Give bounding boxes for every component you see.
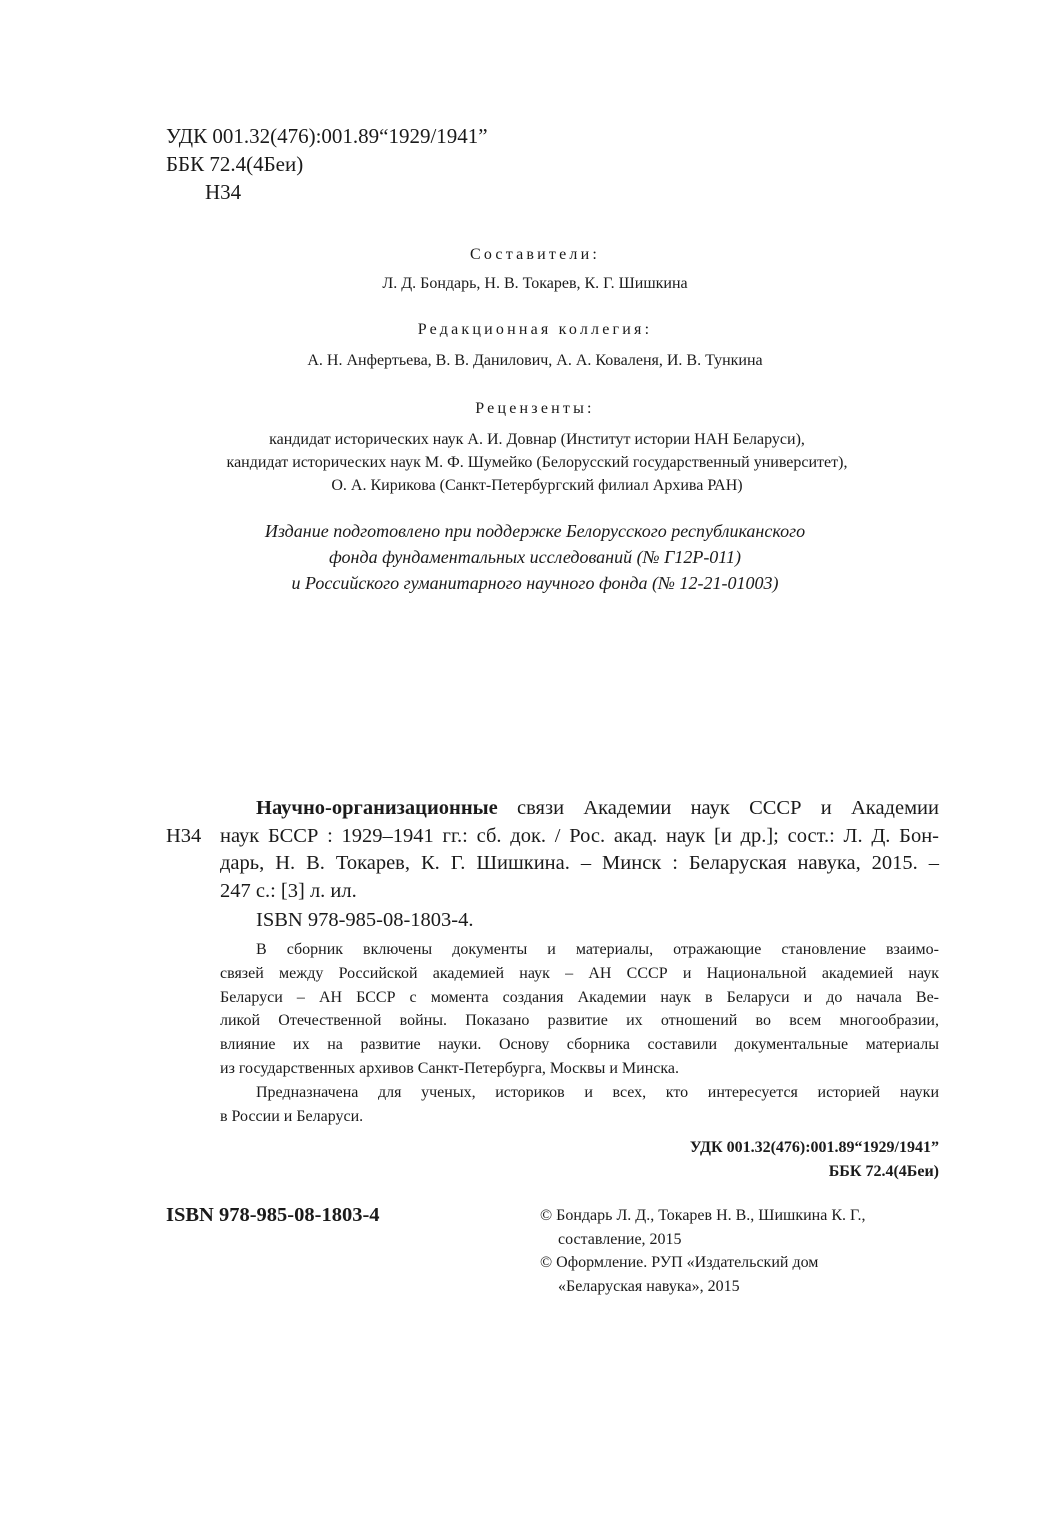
annotation-line: В сборник включены документы и материалы, отражающие становление взаимо-	[256, 941, 939, 958]
annotation-line: из государственных архивов Санкт-Петербурга, Москвы и Минска.	[220, 1059, 679, 1077]
author-sign: Н34	[205, 180, 242, 204]
biblio-line-2: наук БССР : 1929–1941 гг.: сб. док. / Рос. акад. наук [и др.]; сост.: Л. Д. Бон-	[220, 824, 939, 847]
reviewer-line: О. А. Кирикова (Санкт-Петербургский филиал Архива РАН)	[331, 477, 743, 494]
funding-line: Издание подготовлено при поддержке Белорусского республиканского	[264, 521, 806, 541]
biblio-line-4: 247 с.: [3] л. ил.	[220, 879, 357, 902]
biblio-title-rest: связи Академии наук СССР и Академии	[497, 797, 939, 819]
reviewers-label: Рецензенты:	[475, 400, 595, 417]
copyright-line: © Бондарь Л. Д., Токарев Н. В., Шишкина К. Г.,	[540, 1207, 866, 1224]
editorial-names: А. Н. Анфертьева, В. В. Данилович, А. А. Коваленя, И. В. Тункина	[307, 352, 763, 369]
biblio-margin-code: Н34	[166, 825, 202, 847]
biblio-line-3: дарь, Н. В. Токарев, К. Г. Шишкина. – Минск : Беларуская навука, 2015. –	[220, 852, 939, 874]
bottom-classification-codes	[500, 1136, 939, 1184]
annotation-line: влияние их на развитие науки. Основу сборника составили документальные материалы	[220, 1036, 939, 1054]
copyright-line: © Оформление. РУП «Издательский дом	[540, 1254, 819, 1271]
bottom-bbk-code: ББК 72.4(4Беи)	[828, 1163, 939, 1180]
compilers-names: Л. Д. Бондарь, Н. В. Токарев, К. Г. Шишкина	[382, 275, 688, 292]
audience-line: Предназначена для ученых, историков и всех, кто интересуется историей науки	[256, 1083, 939, 1101]
editorial-label: Редакционная коллегия:	[417, 321, 653, 338]
reviewer-line: кандидат исторических наук А. И. Довнар (Институт истории НАН Беларуси),	[269, 431, 805, 448]
biblio-title-bold: Научно-организационные	[256, 797, 498, 819]
copyright-line: «Беларуская навука», 2015	[558, 1277, 740, 1295]
copyright-line: составление, 2015	[558, 1230, 682, 1248]
annotation-line: связей между Российской академией наук – АН СССР и Национальной академией наук	[220, 964, 939, 982]
annotation-line: Беларуси – АН БССР с момента создания Академии наук в Беларуси и до начала Ве-	[220, 988, 939, 1006]
isbn-bold: ISBN 978-985-08-1803-4	[166, 1204, 380, 1226]
annotation	[220, 938, 939, 1128]
copyright-block	[540, 1204, 865, 1298]
reviewer-line: кандидат исторических наук М. Ф. Шумейко (Белорусский государственный университет),	[226, 454, 848, 471]
compilers-label: Составители:	[469, 246, 601, 263]
funding-line: фонда фундаментальных исследований (№ Г12Р-011)	[329, 547, 741, 567]
annotation-line: ликой Отечественной войны. Показано развитие их отношений во всем многообразии,	[220, 1012, 939, 1030]
bottom-udk-code: УДК 001.32(476):001.89“1929/1941”	[689, 1139, 939, 1156]
funding-note	[6, 518, 1058, 596]
biblio-line-1	[220, 795, 939, 823]
bibliographic-record	[220, 795, 939, 905]
biblio-isbn: ISBN 978-985-08-1803-4.	[256, 909, 474, 931]
udk-code: УДК 001.32(476):001.89“1929/1941”	[166, 124, 488, 148]
reviewers-list	[8, 428, 1058, 497]
audience-line: в России и Беларуси.	[220, 1107, 364, 1125]
funding-line: и Российского гуманитарного научного фонда (№ 12-21-01003)	[291, 573, 779, 593]
bbk-code: ББК 72.4(4Беи)	[166, 152, 304, 176]
